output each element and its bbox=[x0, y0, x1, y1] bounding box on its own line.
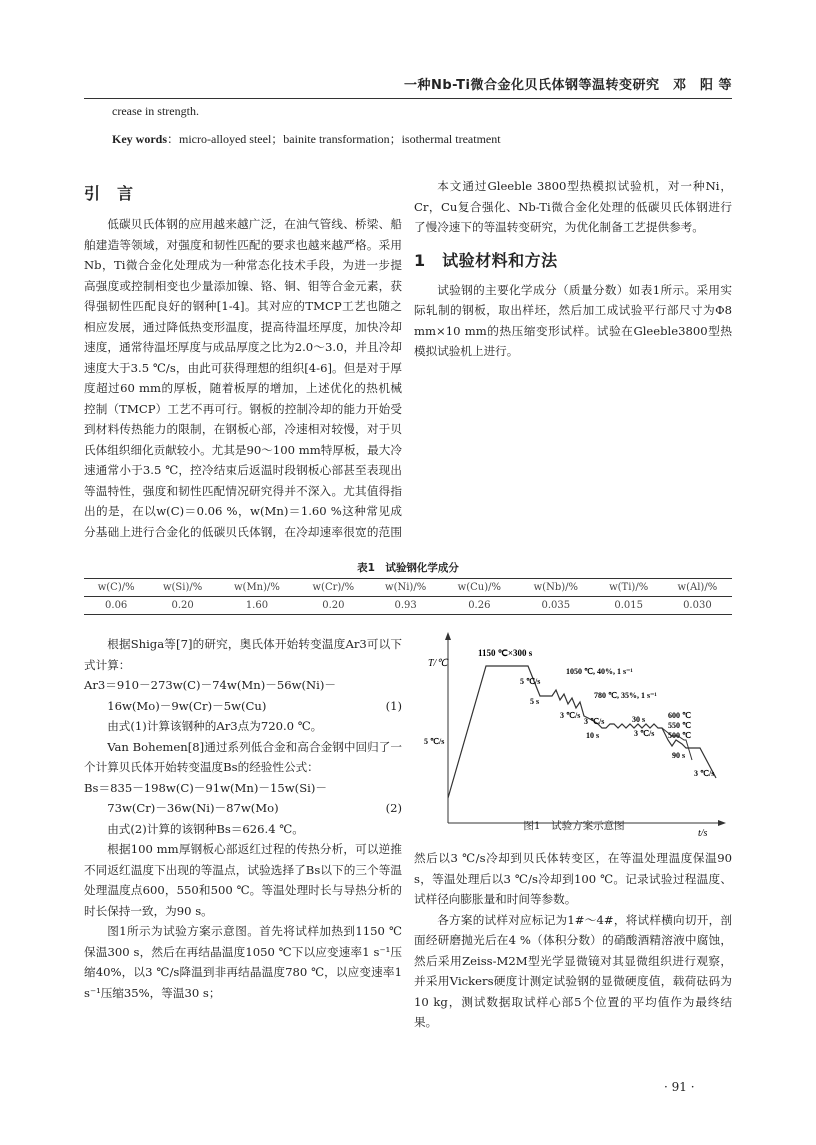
section1-heading: 1 试验材料和方法 bbox=[414, 250, 558, 270]
table-title: 表1 试验钢化学成分 bbox=[357, 562, 459, 574]
table-header-cell: w(Ni)/% bbox=[385, 582, 427, 593]
equation-2-text: 73w(Cr)－36w(Ni)－87w(Mo) bbox=[107, 801, 279, 815]
table-header-cell: w(Ti)/% bbox=[609, 582, 649, 593]
table-header-cell: w(Nb)/% bbox=[533, 582, 579, 593]
table-header-cell: w(Mn)/% bbox=[233, 582, 280, 593]
intro-left-column bbox=[84, 182, 402, 544]
label-hold: 1150 ℃×300 s bbox=[478, 648, 533, 658]
table-cell: 0.030 bbox=[683, 600, 712, 611]
equation-1-line-1: Ar3＝910－273w(C)－74w(Mn)－56w(Ni)－ bbox=[84, 678, 336, 692]
keywords-label: Key words bbox=[112, 132, 167, 146]
bs-result-paragraph: 由式(2)计算的该钢种Bs＝626.4 ℃。 bbox=[107, 821, 304, 836]
table-cell: 0.26 bbox=[468, 600, 491, 611]
label-cool-5: 3 ℃/s bbox=[694, 769, 715, 778]
table-header-row bbox=[84, 579, 732, 597]
keywords-text: ：micro-alloyed steel；bainite transformation；isothermal treatment bbox=[167, 132, 501, 146]
equation-1-number: (1) bbox=[385, 698, 402, 713]
label-temp-550: 550 ℃ bbox=[668, 721, 691, 730]
abstract-continuation: crease in strength. bbox=[112, 104, 199, 118]
bohemen-paragraph: Van Bohemen[8]通过系列低合金和高合金钢中回归了一个计算贝氏体开始转变温度Bs的经验性公式： bbox=[84, 739, 402, 774]
label-def-2: 780 ℃, 35%, 1 s⁻¹ bbox=[594, 691, 657, 700]
table-header-cell: w(Al)/% bbox=[677, 582, 718, 593]
table-cell: 0.20 bbox=[322, 600, 345, 611]
table-cell: 0.93 bbox=[394, 600, 417, 611]
intro-right-column bbox=[414, 176, 732, 362]
scheme-paragraph: 图1所示为试验方案示意图。首先将试样加热到1150 ℃保温300 s，然后在再结晶温度1050 ℃下以应变速率1 s⁻¹压缩40%，以3 ℃/s降温到非再结晶温度780 ℃，以应变速率1 s⁻¹压缩35%，等温30 s； bbox=[84, 924, 402, 1000]
heat-transfer-paragraph: 根据100 mm厚钢板心部返红过程的传热分析，可以逆推不同返红温度下出现的等温点，试验选择了Bs以下的三个等温处理温度点600，550和500 ℃。等温处理时长与导热分析的时长保持一致，为90 s。 bbox=[84, 842, 402, 918]
table-cell: 0.06 bbox=[105, 600, 128, 611]
label-hold-3: 30 s bbox=[632, 715, 646, 724]
intro-paragraph-1: 低碳贝氏体钢的应用越来越广泛，在油气管线、桥梁、船舶建造等领域，对强度和韧性匹配的要求也越来越严格。采用Nb，Ti微合金化处理成为一种常态化技术手段，为进一步提高强度或控制相变也少量添加镍、铬、铜、钼等合金元素，获得强韧性匹配良好的钢种[1-4]。其对应的TMCP工艺也随之相应发展，通过降低热变形温度，提高待温坯厚度，加快冷却速度，通常待温坯厚度与成品厚度之比为2.0～3.0，并且冷却速度大于3.5 ℃/s，由此可获得理想的组织[4-6]。但是对于厚度超过60 mm的厚板，随着板厚的增加，上述优化的热机械控制（TMCP）工艺不再可行。钢板的控制冷却的能力开始受到材料传热能力的限制，在钢板心部，冷速相对较慢，对于贝氏体组织细化贡献较小。尤其是90～100 mm特厚板，最大冷速通常小于3.5 ℃，控冷结束后返温时段钢板心部甚至表现出等温特性，强度和韧性匹配情况研究得并不深入。尤其值得指出的是，在以w(C)＝0.06 %，w(Mn)＝1.60 %这种常见成分基础上进行合金化的低碳贝氏体钢，在冷却速率很宽的范围 bbox=[84, 217, 402, 539]
table-cell: 0.015 bbox=[614, 600, 643, 611]
equation-2-number: (2) bbox=[385, 801, 402, 815]
composition-table bbox=[84, 578, 732, 615]
x-axis-label: t/s bbox=[698, 828, 708, 838]
table-header-cell: w(Si)/% bbox=[162, 582, 203, 593]
specimen-paragraph: 各方案的试样对应标记为1#～4#，将试样横向切开，剖面经研磨抛光后在4 %（体积分数）的硝酸酒精溶液中腐蚀，然后采用Zeiss-M2M型光学显微镜对其显微组织进行观察，并采用Vickers硬度计测定试验钢的显微硬度值，载荷砝码为10 kg，测试数据取试样心部5个位置的平均值作为最终结果。 bbox=[414, 912, 732, 1029]
table-header-cell: w(C)/% bbox=[97, 582, 135, 593]
label-hold-4: 90 s bbox=[672, 751, 686, 760]
equation-1-line-2 bbox=[84, 696, 402, 717]
lower-right-column bbox=[414, 848, 732, 1033]
label-cool-2: 3 ℃/s bbox=[560, 711, 581, 720]
table-cell: 1.60 bbox=[245, 600, 269, 611]
figure-1-process-diagram bbox=[416, 628, 732, 838]
table-row bbox=[84, 597, 732, 615]
running-header bbox=[84, 72, 732, 99]
figure-1-caption: 图1 试验方案示意图 bbox=[523, 820, 625, 832]
running-title: 一种Nb-Ti微合金化贝氏体钢等温转变研究 邓 阳 等 bbox=[403, 78, 732, 93]
table-cell: 0.035 bbox=[541, 600, 571, 611]
label-hold-1: 5 s bbox=[530, 697, 540, 706]
y-axis-label: T/℃ bbox=[428, 658, 448, 669]
label-temp-600: 600 ℃ bbox=[668, 711, 691, 720]
table-header-cell: w(Cr)/% bbox=[312, 582, 355, 593]
label-cool-3: 3 ℃/s bbox=[584, 717, 605, 726]
label-heat-rate: 5 ℃/s bbox=[424, 737, 445, 746]
shiga-paragraph: 根据Shiga等[7]的研究，奥氏体开始转变温度Ar3可以下式计算： bbox=[84, 637, 402, 672]
cooling-paragraph: 然后以3 ℃/s冷却到贝氏体转变区，在等温处理温度保温90 s，等温处理后以3 ℃/s冷却到100 ℃。记录试验过程温度、试样径向膨胀量和时间等参数。 bbox=[414, 851, 732, 906]
page-number: · 91 · bbox=[664, 1080, 695, 1094]
table-cell: 0.20 bbox=[171, 600, 194, 611]
label-cool-4: 3 ℃/s bbox=[634, 729, 655, 738]
label-temp-500: 500 ℃ bbox=[668, 731, 691, 740]
keywords-line bbox=[112, 130, 501, 147]
intro-heading: 引 言 bbox=[84, 184, 134, 203]
ar3-result-paragraph: 由式(1)计算该钢种的Ar3点为720.0 ℃。 bbox=[107, 719, 323, 733]
label-def-1: 1050 ℃, 40%, 1 s⁻¹ bbox=[566, 667, 633, 676]
equation-2-line-1: Bs＝835－198w(C)－91w(Mn)－15w(Si)－ bbox=[84, 780, 327, 795]
equation-2-line-2 bbox=[84, 798, 402, 819]
equation-1-text: 16w(Mo)－9w(Cr)－5w(Cu) bbox=[107, 698, 267, 713]
table-header-cell: w(Cu)/% bbox=[457, 582, 501, 593]
section1-paragraph-1: 试验钢的主要化学成分（质量分数）如表1所示。采用实际轧制的钢板，取出样坯，然后加工成试验平行部尺寸为Φ8 mm×10 mm的热压缩变形试样。试验在Gleeble3800型热模拟试验机上进行。 bbox=[414, 282, 732, 358]
label-cool-1: 5 ℃/s bbox=[520, 677, 541, 686]
intro-paragraph-2: 本文通过Gleeble 3800型热模拟试验机，对一种Ni，Cr，Cu复合强化、Nb-Ti微合金化处理的低碳贝氏体钢进行了慢冷速下的等温转变研究，为优化制备工艺提供参考。 bbox=[414, 179, 732, 234]
lower-left-column bbox=[84, 634, 402, 1003]
label-hold-2: 10 s bbox=[586, 731, 600, 740]
